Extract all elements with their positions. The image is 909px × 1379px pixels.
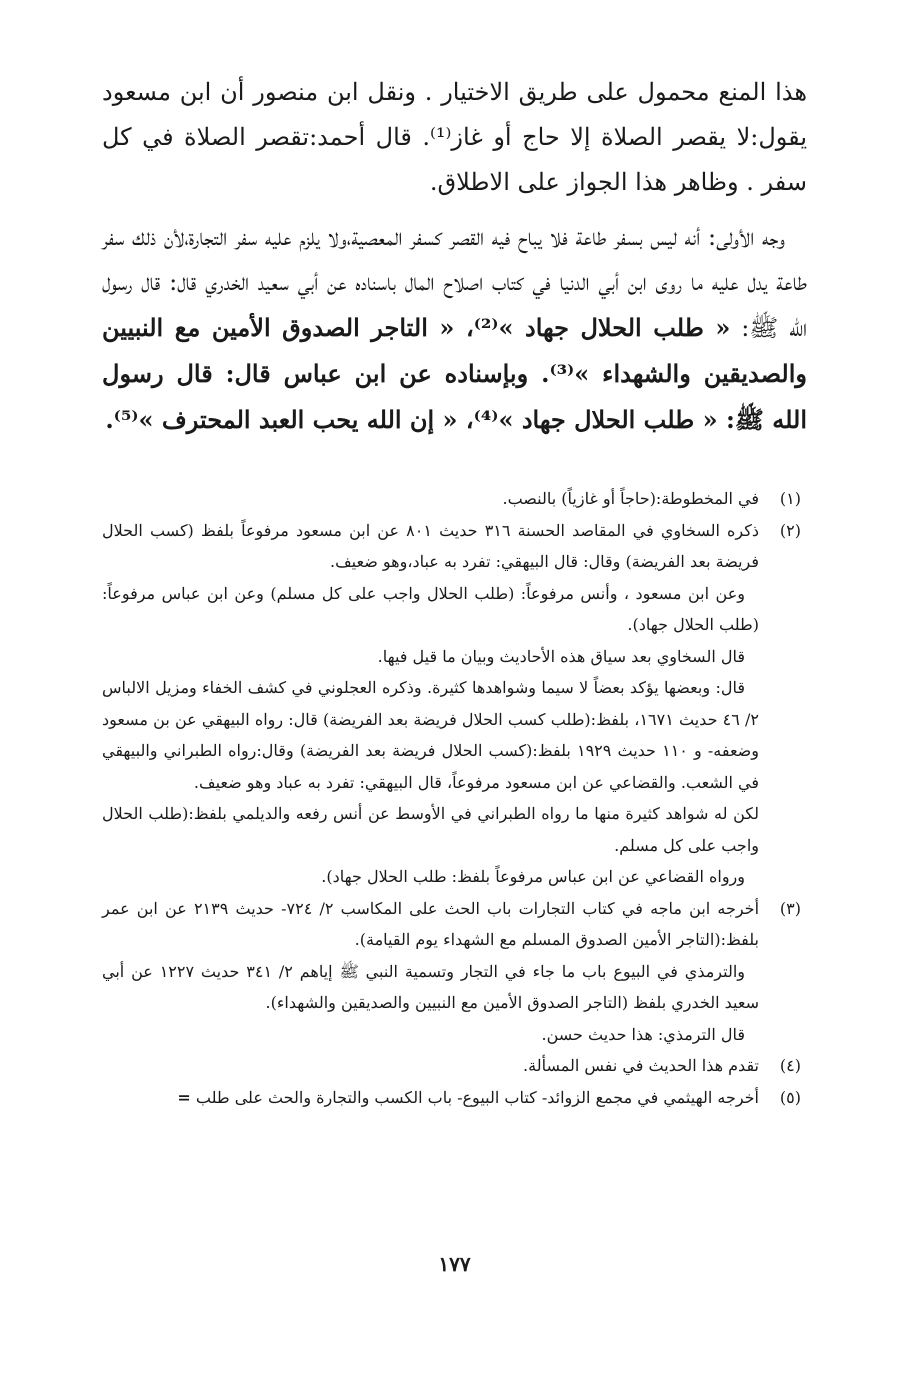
- footnote-text: قال: وبعضها يؤكد بعضاً لا سيما وشواهدها كثيرة. وذكره العجلوني في كشف الخفاء ومزيل الالباس ٢/ ٤٦ حديث ١٦٧١، بلفظ:(طلب كسب الحلال فريضة بعد الفريضة) قال: رواه البيهقي عن بن مسعود وضعفه- و ١١٠ حديث ١٩٢٩ بلفظ:(كسب الحلال فريضة بعد الفريضة) وقال:رواه الطبراني والبيهقي في الشعب. والقضاعي عن ابن مسعود مرفوعاً، قال البيهقي: تفرد به عباد وهو ضعيف.: [102, 678, 760, 792]
- footnote-text: ذكره السخاوي في المقاصد الحسنة ٣١٦ حديث ٨٠١ عن ابن مسعود مرفوعاً بلفظ (كسب الحلال فريضة بعد الفريضة) وقال: قال البيهقي: تفرد به عباد،وهو ضعيف.: [102, 520, 760, 571]
- footnote-3: [102, 893, 801, 1051]
- footnote-body: [102, 1082, 759, 1114]
- paragraph-2: [102, 215, 807, 443]
- footnote-number: (١): [779, 489, 801, 508]
- footnote-number: (٥): [779, 1087, 801, 1107]
- footnote-text: والترمذي في البيوع باب ما جاء في التجار وتسمية النبي ﷺ إياهم ٢/ ٣٤١ حديث ١٢٢٧ عن أبي سعيد الخدري بلفظ (التاجر الصدوق الأمين مع النبيين والصديقين والشهداء).: [102, 961, 759, 1012]
- footnote-text: قال الترمذي: هذا حديث حسن.: [541, 1024, 745, 1044]
- footnote-body: [102, 893, 759, 1051]
- paragraph-2-intro: وجه الأولى: أنه ليس بسفر طاعة فلا يباح فيه القصر كسفر المعصية،ولا يلزم عليه سفر التجارة،لأن ذلك سفر طاعة يدل عليه ما روى ابن أبي الدنيا في كتاب اصلاح المال باسناده عن أبي سعيد الخدري قال: قال رسول الله ﷺ:: [102, 223, 808, 342]
- footnote-body: [102, 483, 759, 515]
- footnote-4: [102, 1050, 801, 1082]
- footnote-body: [102, 515, 759, 893]
- footnote-5: [102, 1082, 801, 1114]
- main-text: [102, 70, 807, 453]
- continuation-mark: =: [177, 1087, 191, 1107]
- footnote-text: وعن ابن مسعود ، وأنس مرفوعاً: (طلب الحلال واجب على كل مسلم) وعن ابن عباس مرفوعاً: (طلب الحلال جهاد).: [102, 583, 759, 634]
- footnote-text-run: أخرجه الهيثمي في مجمع الزوائد- كتاب البيوع- باب الكسب والتجارة والحث على طلب: [195, 1087, 759, 1107]
- footnote-text: تقدم هذا الحديث في نفس المسألة.: [523, 1056, 759, 1075]
- footnote-text: في المخطوطة:(حاجاً أو غازياً) بالنصب.: [502, 489, 759, 508]
- footnote-body: [102, 1050, 759, 1082]
- footnote-text: [102, 1082, 759, 1114]
- footnote-text: أخرجه ابن ماجه في كتاب التجارات باب الحث على المكاسب ٢/ ٧٢٤- حديث ٢١٣٩ عن ابن عمر بلفظ:(التاجر الأمين الصدوق المسلم مع الشهداء يوم القيامة).: [102, 898, 760, 949]
- footnote-1: [102, 483, 801, 515]
- footnote-text: لكن له شواهد كثيرة منها ما رواه الطبراني في الأوسط عن أنس رفعه والديلمي بلفظ:(طلب الحلال واجب على كل مسلم.: [102, 804, 760, 855]
- footnote-number: (٢): [779, 520, 801, 540]
- footnote-text: قال السخاوي بعد سياق هذه الأحاديث وبيان ما قيل فيها.: [377, 646, 745, 666]
- paragraph-2-hadith-quotes: « طلب الحلال جهاد »⁽²⁾، « التاجر الصدوق الأمين مع النبيين والصديقين والشهداء »⁽³⁾. وبإسناده عن ابن عباس قال: قال رسول الله ﷺ: « طلب الحلال جهاد »⁽⁴⁾، « إن الله يحب العبد المحترف »⁽⁵⁾.: [102, 313, 808, 434]
- footnote-2: [102, 515, 801, 893]
- footnotes: [102, 483, 801, 1113]
- footnote-number: (٤): [779, 1056, 801, 1075]
- footnote-text: ورواه القضاعي عن ابن عباس مرفوعاً بلفظ: طلب الحلال جهاد).: [321, 867, 745, 886]
- paragraph-1: هذا المنع محمول على طريق الاختيار . ونقل ابن منصور أن ابن مسعود يقول:لا يقصر الصلاة إلا حاج أو غاز⁽¹⁾. قال أحمد:تقصر الصلاة في كل سفر . وظاهر هذا الجواز على الاطلاق.: [102, 78, 807, 196]
- footnote-number: (٣): [779, 898, 801, 918]
- page-number: ١٧٧: [438, 1252, 471, 1276]
